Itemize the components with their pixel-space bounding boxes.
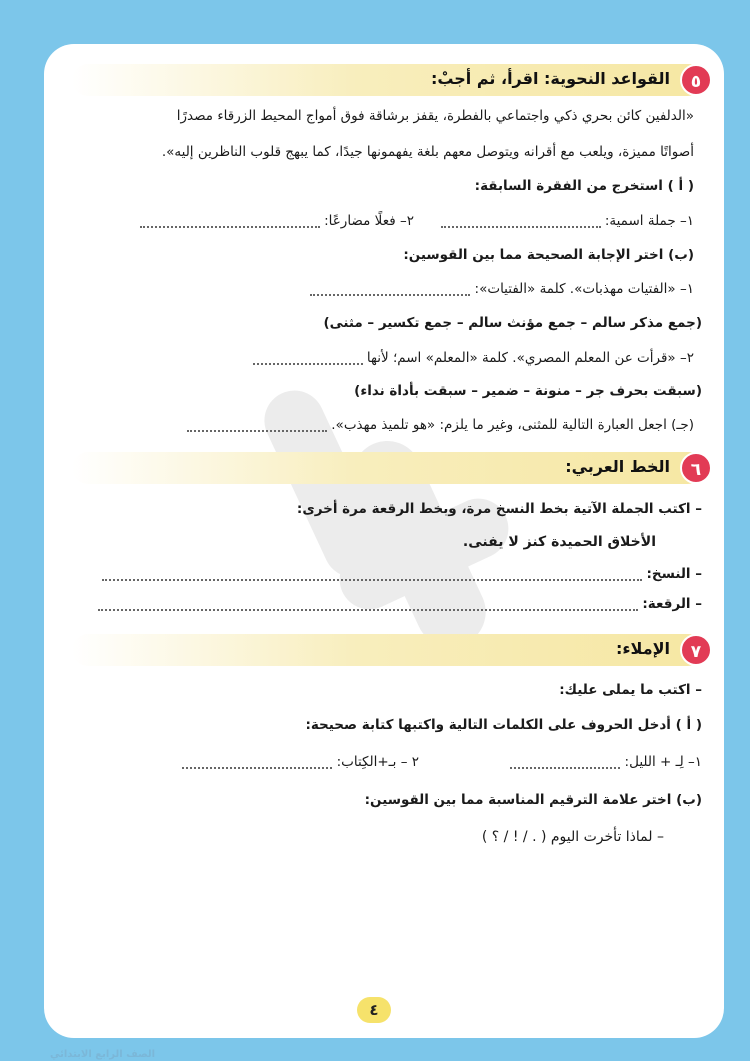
question-a-item-2 xyxy=(140,211,414,231)
question-7b-heading: (ب) اختر علامة الترقيم المناسبة مما بين القوسين: xyxy=(364,792,702,808)
question-c xyxy=(187,415,694,435)
answer-line[interactable] xyxy=(187,418,327,432)
section-5-number: ٥ xyxy=(680,64,712,96)
answer-line[interactable] xyxy=(253,351,363,365)
worksheet-page xyxy=(44,44,724,1060)
question-7a-item-1 xyxy=(510,752,702,772)
question-b-item-2 xyxy=(253,348,694,368)
grade-label: الصف الرابع الابتدائي xyxy=(50,1049,156,1060)
answer-line[interactable] xyxy=(310,282,470,296)
question-7a-item-2-text: ٢ – بـ+الكِتاب: xyxy=(336,754,419,770)
question-7b-item: – لماذا تأخرت اليوم ( . / ! / ؟ ) xyxy=(481,829,664,845)
section-6-title: الخط العربي: xyxy=(565,457,670,476)
question-7a-item-2 xyxy=(182,752,419,772)
question-b-item-2-text: ٢– «قرأت عن المعلم المصري». كلمة «المعلم» اسم؛ لأنها xyxy=(366,350,694,366)
section-6-number: ٦ xyxy=(680,452,712,484)
answer-line[interactable] xyxy=(441,214,601,228)
dictation-instruction: – اكتب ما يملى عليك: xyxy=(559,682,702,698)
section-5-title: القواعد النحوية: اقرأ، ثم أجبْ: xyxy=(430,69,670,88)
question-b-heading: (ب) اختر الإجابة الصحيحة مما بين القوسين: xyxy=(403,247,694,263)
section-6-header xyxy=(72,452,704,484)
question-7a-heading: ( أ ) أدخل الحروف على الكلمات التالية واكتبها كتابة صحيحة: xyxy=(305,717,702,733)
passage-line-1: «الدلفين كائن بحري ذكي واجتماعي بالفطرة، يقفز برشاقة فوق أمواج المحيط الزرقاء مصدرًا xyxy=(176,108,694,124)
question-7a-item-1-text: ١– لِـ + الليل: xyxy=(624,754,702,770)
question-a-heading: ( أ ) استخرج من الفقرة السابقة: xyxy=(474,178,694,194)
calligraphy-sentence: الأخلاق الحميدة كنز لا يفنى. xyxy=(462,534,656,550)
section-7-title: الإملاء: xyxy=(615,639,670,658)
passage-line-2: أصواتًا مميزة، ويلعب مع أقرانه ويتوصل معهم بلغة يفهمونها جيدًا، كما يبهج قلوب الناظرين إليه». xyxy=(161,144,694,160)
question-b-item-1-options: (جمع مذكر سالم – جمع مؤنث سالم – جمع تكسير – مثنى) xyxy=(323,315,702,331)
question-b-item-1-text: ١– «الفتيات مهذبات». كلمة «الفتيات»: xyxy=(474,281,694,297)
question-c-text: (جـ) اجعل العبارة التالية للمثنى، وغير ما يلزم: «هو تلميذ مهذب». xyxy=(331,417,694,433)
nominal-sentence-label: ١– جملة اسمية: xyxy=(604,213,694,229)
present-verb-label: ٢– فعلًا مضارعًا: xyxy=(324,213,414,229)
section-7-header xyxy=(72,634,704,666)
answer-line[interactable] xyxy=(140,214,320,228)
naskh-answer-line[interactable] xyxy=(102,567,642,581)
page-number: ٤ xyxy=(357,997,391,1023)
question-b-item-1 xyxy=(310,279,694,299)
question-a-item-1 xyxy=(441,211,694,231)
ruqaa-row xyxy=(98,594,702,614)
naskh-row xyxy=(102,564,702,584)
ruqaa-answer-line[interactable] xyxy=(98,597,638,611)
ruqaa-label: – الرقعة: xyxy=(642,596,702,612)
section-5-header xyxy=(72,64,704,96)
naskh-label: – النسخ: xyxy=(646,566,702,582)
calligraphy-instruction: – اكتب الجملة الآتية بخط النسخ مرة، وبخط الرقعة مرة أخرى: xyxy=(296,501,702,517)
section-7-number: ٧ xyxy=(680,634,712,666)
question-b-item-2-options: (سبقت بحرف جر – منونة – ضمير – سبقت بأداة نداء) xyxy=(354,383,702,399)
answer-line[interactable] xyxy=(510,755,620,769)
answer-line[interactable] xyxy=(182,755,332,769)
